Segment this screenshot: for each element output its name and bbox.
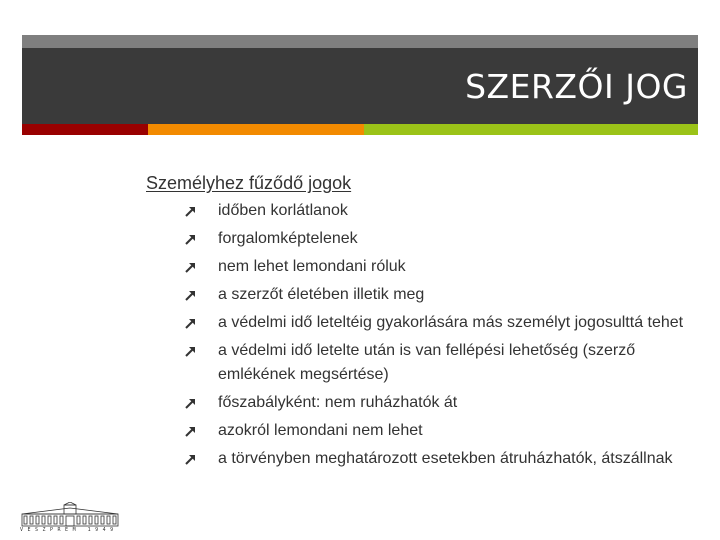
bullet-item <box>146 447 686 471</box>
bullet-text: a törvényben meghatározott esetekben átruházhatók, átszállnak <box>218 450 673 467</box>
bullet-text: a védelmi idő leteltéig gyakorlására más személyt jogosulttá tehet <box>218 314 684 331</box>
bullet-text: a szerzőt életében illetik meg <box>218 286 425 303</box>
title-band <box>22 48 698 124</box>
bullet-text: főszabályként: nem ruházhatók át <box>218 394 458 411</box>
slide-content <box>146 171 686 475</box>
bullet-item <box>146 419 686 443</box>
title-top-strip <box>22 35 698 48</box>
accent-orange-segment <box>148 124 364 135</box>
bullet-item <box>146 283 686 307</box>
bullet-list <box>146 199 686 471</box>
bullet-text: a védelmi idő letelte után is van fellépési lehetőség (szerző emlékének megsértése) <box>218 342 636 383</box>
bullet-item <box>146 199 686 223</box>
arrow-up-right-icon <box>184 205 197 218</box>
arrow-up-right-icon <box>184 425 197 438</box>
accent-green-segment <box>364 124 698 135</box>
bullet-item <box>146 311 686 335</box>
arrow-up-right-icon <box>184 261 197 274</box>
logo-caption: VESZPRÉM 1949 <box>20 527 118 533</box>
arrow-up-right-icon <box>184 233 197 246</box>
arrow-up-right-icon <box>184 345 197 358</box>
arrow-up-right-icon <box>184 397 197 410</box>
bullet-item <box>146 227 686 251</box>
section-heading: Személyhez fűződő jogok <box>146 173 352 193</box>
bullet-text: nem lehet lemondani róluk <box>218 258 406 275</box>
bullet-item <box>146 339 686 387</box>
bullet-text: azokról lemondani nem lehet <box>218 422 423 439</box>
accent-bar <box>22 124 698 135</box>
bullet-item <box>146 391 686 415</box>
arrow-up-right-icon <box>184 289 197 302</box>
slide-title: SZERZŐI JOG <box>465 67 688 106</box>
bullet-text: forgalomképtelenek <box>218 230 358 247</box>
arrow-up-right-icon <box>184 317 197 330</box>
accent-red-segment <box>22 124 148 135</box>
bullet-text: időben korlátlanok <box>218 202 348 219</box>
arrow-up-right-icon <box>184 453 197 466</box>
bullet-item <box>146 255 686 279</box>
